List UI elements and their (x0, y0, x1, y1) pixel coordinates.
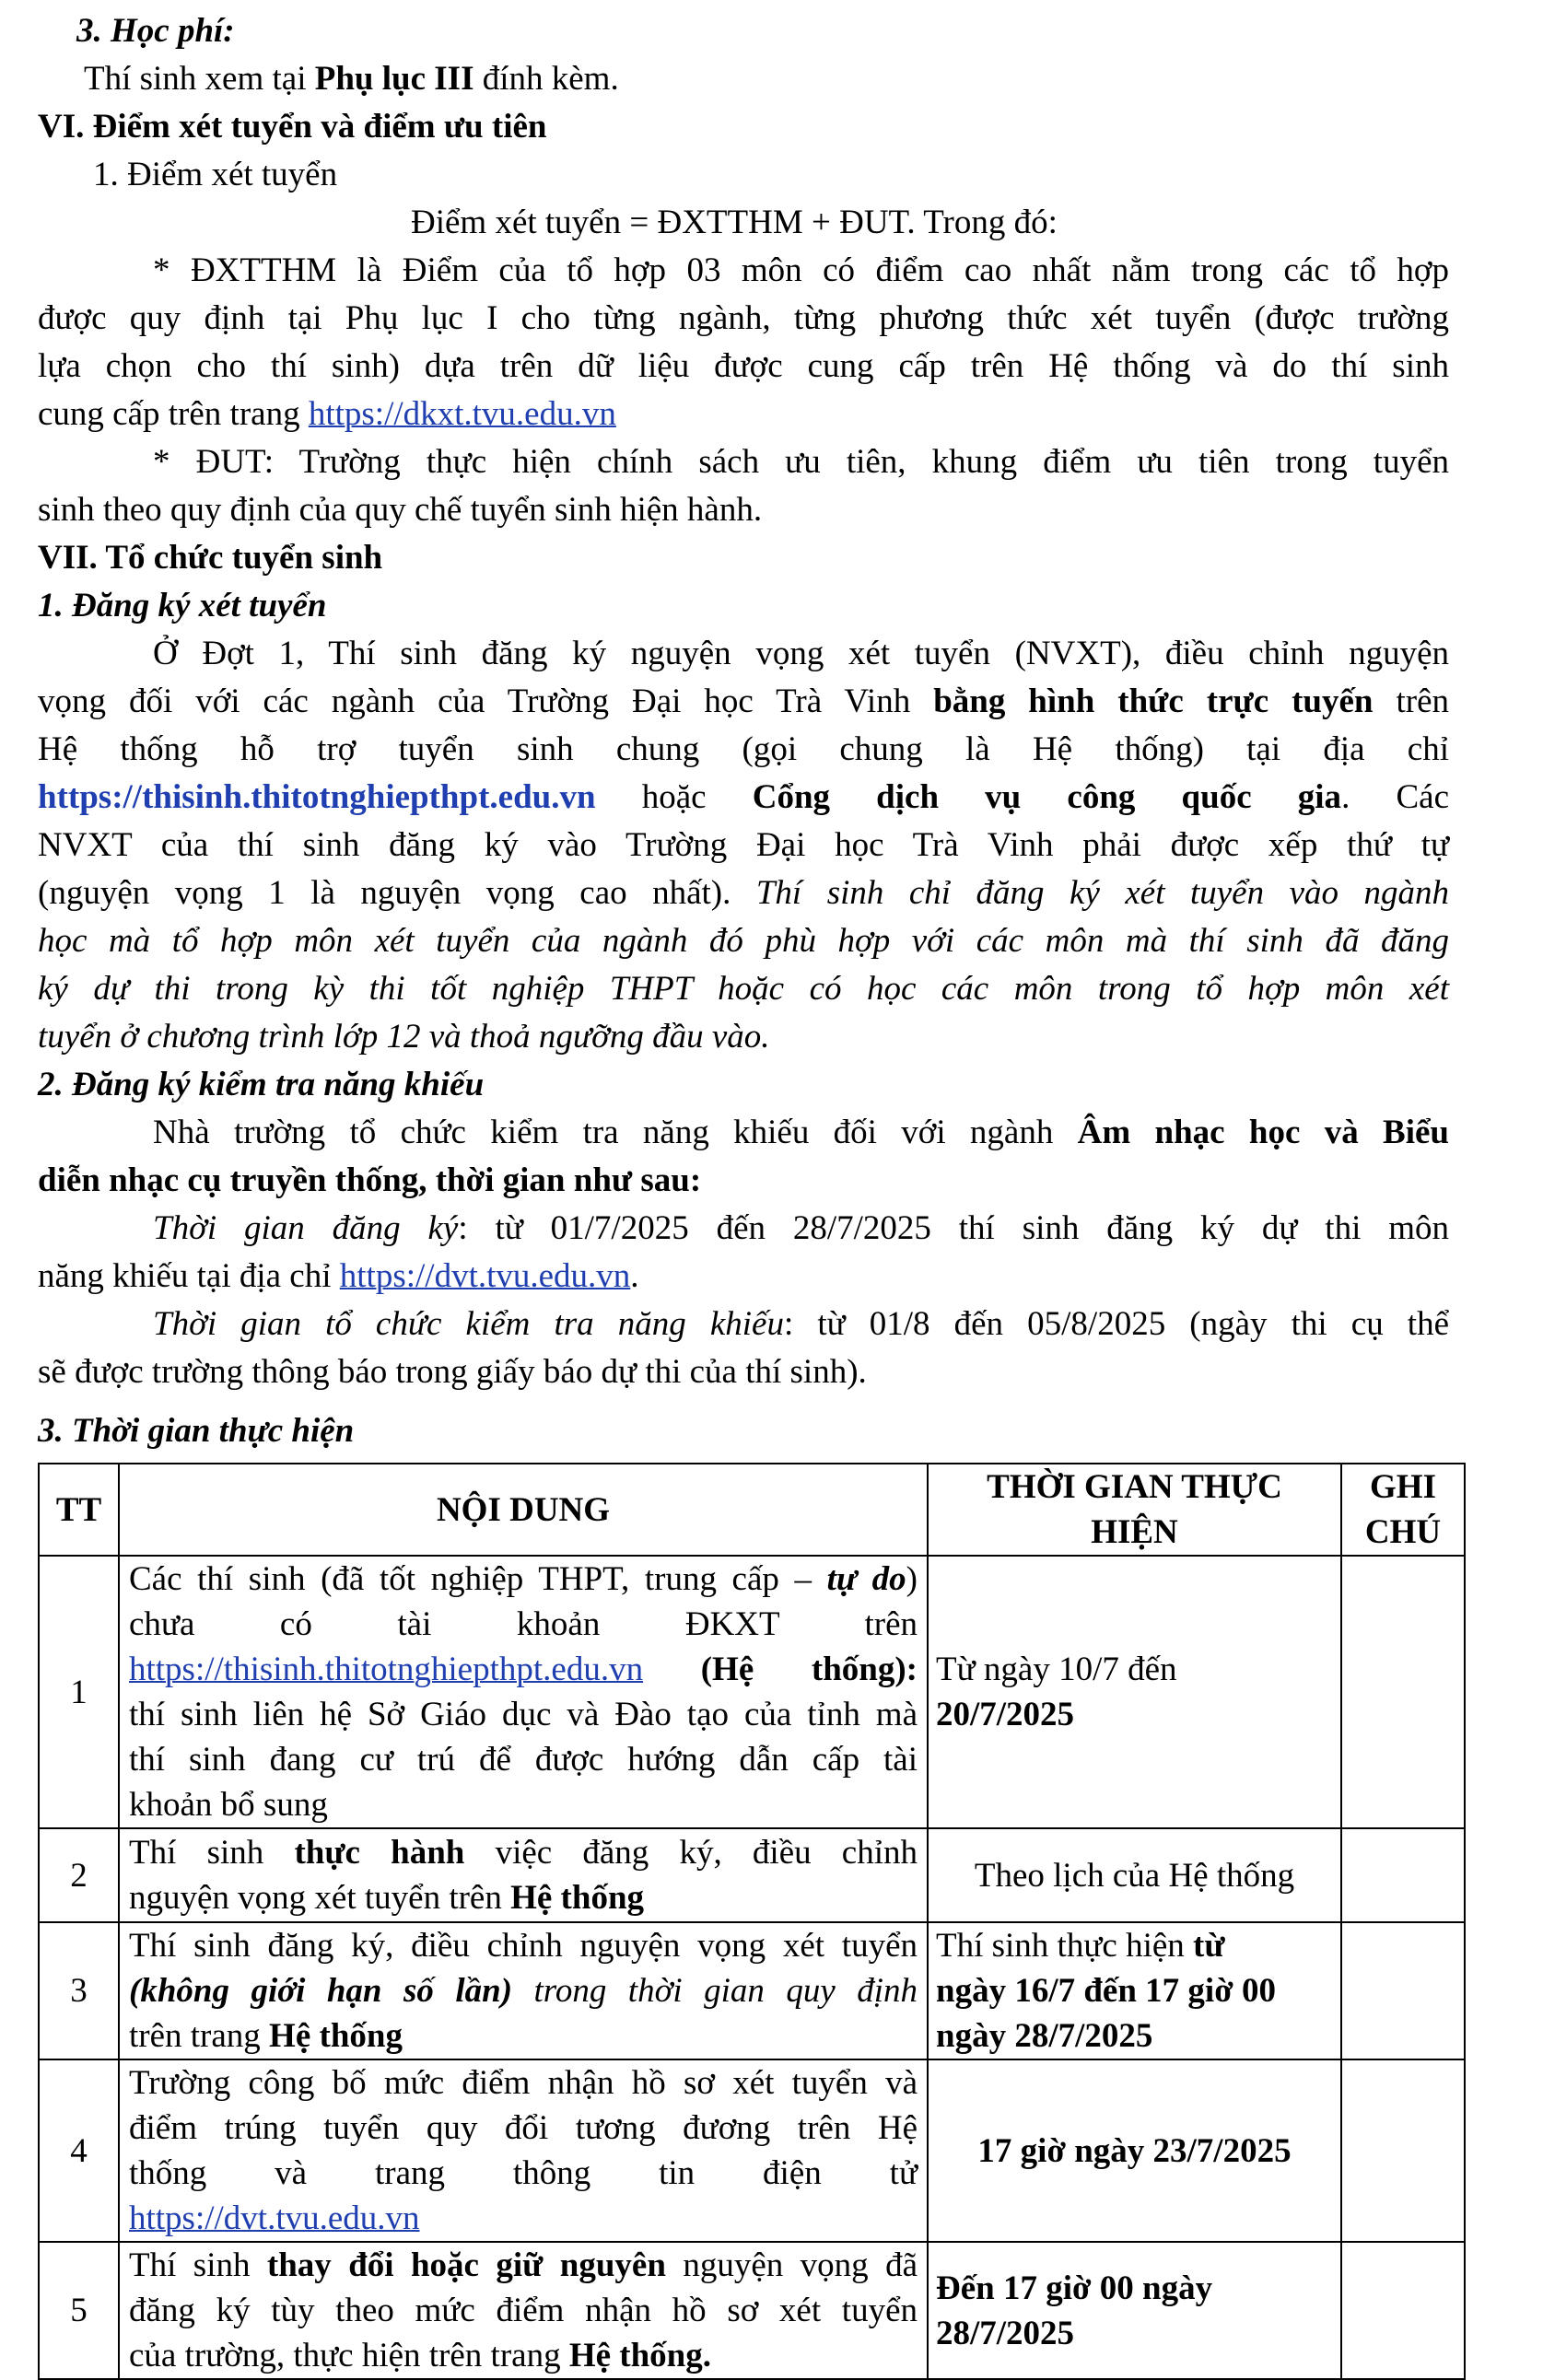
appendix-ref: Phụ lục III (314, 60, 474, 98)
row-1-content (119, 1556, 928, 1828)
row-5-note (1341, 2242, 1465, 2379)
tuition-text (84, 55, 1495, 103)
p2-line-1-pre: Nhà trường tổ chức kiểm tra năng khiếu đối với ngành (153, 1114, 1078, 1151)
row-5-line-c-bold: Hệ thống. (568, 2337, 712, 2374)
p3-line-1 (153, 1205, 1449, 1253)
row-1-line-e: khoản bổ sung (129, 1786, 328, 1824)
row-5-line-c-pre: của trường, thực hiện trên trang (129, 2337, 569, 2374)
header-time: THỜI GIAN THỰC HIỆN (928, 1464, 1341, 1556)
row-3-line-c (129, 2013, 918, 2059)
row-2-line-b-pre: nguyện vọng xét tuyển trên (129, 1879, 511, 1917)
row-2-line-a (129, 1830, 918, 1875)
row-3-time (928, 1922, 1341, 2059)
p1-line-6 (38, 869, 1449, 917)
row-2-content (119, 1828, 928, 1922)
dut-line-1: * ĐUT: Trường thực hiện chính sách ưu tiên, khung điểm ưu tiên trong tuyển (153, 443, 1449, 481)
p1-line-5: NVXT của thí sinh đăng ký vào Trường Đại học Trà Vinh phải được xếp thứ tự (38, 826, 1449, 864)
row-5-line-a-pre: Thí sinh (129, 2246, 267, 2284)
row-3-line-b-italic: trong thời gian quy định (512, 1972, 918, 2010)
row-2-line-a-post: việc đăng ký, điều chỉnh (464, 1834, 918, 1872)
row-5-line-a (129, 2243, 918, 2288)
row-1-thisinh-link[interactable]: https://thisinh.thitotnghiepthpt.edu.vn (129, 1651, 644, 1688)
section-6-1-title: 1. Điểm xét tuyển (93, 156, 338, 193)
row-4-dvt-link[interactable]: https://dvt.tvu.edu.vn (129, 2199, 420, 2237)
row-5-content (119, 2242, 928, 2379)
p3-line-1-post: : từ 01/7/2025 đến 28/7/2025 thí sinh đăng ký dự thi môn (458, 1209, 1449, 1247)
row-1-tt: 1 (39, 1556, 119, 1828)
row-3-time-c: ngày 28/7/2025 (936, 2017, 1153, 2055)
schedule-table (38, 1463, 1466, 2380)
row-5-time (928, 2242, 1341, 2379)
row-2-line-a-bold: thực hành (294, 1834, 465, 1872)
dxtthm-line-1: * ĐXTTHM là Điểm của tổ hợp 03 môn có điểm cao nhất nằm trong các tổ hợp (153, 251, 1449, 289)
p1-line-8: ký dự thi trong kỳ thi tốt nghiệp THPT hoặc có học các môn trong tổ hợp môn xét (38, 970, 1449, 1008)
p1-line-6-pre: (nguyện vọng 1 là nguyện vọng cao nhất). (38, 874, 756, 912)
row-2-note (1341, 1828, 1465, 1922)
p1-line-2-bold: bằng hình thức trực tuyến (933, 682, 1374, 720)
section-7-title: VII. Tổ chức tuyển sinh (38, 539, 383, 577)
row-4-note (1341, 2059, 1465, 2242)
row-3-line-c-pre: trên trang (129, 2017, 270, 2055)
p4-line-1-italic: Thời gian tổ chức kiểm tra năng khiếu (153, 1305, 784, 1343)
dkxt-link[interactable]: https://dkxt.tvu.edu.vn (308, 395, 616, 433)
row-3-tt: 3 (39, 1922, 119, 2059)
row-3-line-a: Thí sinh đăng ký, điều chỉnh nguyện vọng xét tuyển (129, 1927, 918, 1965)
row-4-time: 17 giờ ngày 23/7/2025 (928, 2059, 1341, 2242)
p1-line-2 (38, 678, 1449, 726)
row-5-tt: 5 (39, 2242, 119, 2379)
row-4-line-c: thống và trang thông tin điện tử (129, 2154, 918, 2192)
header-tt: TT (39, 1464, 119, 1556)
thisinh-link[interactable]: https://thisinh.thitotnghiepthpt.edu.vn (38, 778, 596, 816)
row-2-line-b-bold: Hệ thống (510, 1879, 645, 1917)
dxtthm-line-4-pre: cung cấp trên trang (38, 395, 309, 433)
row-3-content (119, 1922, 928, 2059)
tuition-text-pre: Thí sinh xem tại (84, 60, 315, 98)
p1-line-2-pre: vọng đối với các ngành của Trường Đại học Trà Vinh (38, 682, 934, 720)
p4-line-1 (153, 1301, 1449, 1348)
row-1-time-b: 20/7/2025 (936, 1696, 1075, 1733)
row-5-time-a: Đến 17 giờ 00 ngày (936, 2269, 1213, 2307)
row-3-time-a (936, 1923, 1333, 1968)
section-6-title: VI. Điểm xét tuyển và điểm ưu tiên (38, 108, 547, 146)
p1-line-6-italic: Thí sinh chỉ đăng ký xét tuyển vào ngành (755, 874, 1449, 912)
p4-line-1-post: : từ 01/8 đến 05/8/2025 (ngày thi cụ thể (783, 1305, 1449, 1343)
row-3-line-c-bold: Hệ thống (269, 2017, 403, 2055)
row-1-line-a-emph: tự do (826, 1560, 906, 1598)
row-2-line-b (129, 1875, 918, 1920)
row-3-time-b: ngày 16/7 đến 17 giờ 00 (936, 1972, 1276, 2010)
row-1-line-link (129, 1647, 918, 1692)
row-1-time (928, 1556, 1341, 1828)
row-4-tt: 4 (39, 2059, 119, 2242)
row-4-line-b: điểm trúng tuyển quy đổi tương đương trên Hệ (129, 2109, 918, 2147)
row-5-time-b: 28/7/2025 (936, 2314, 1075, 2352)
row-4-content (119, 2059, 928, 2242)
section-7-3-title: 3. Thời gian thực hiện (38, 1412, 355, 1450)
row-3-line-b-emph: (không giới hạn số lần) (129, 1972, 513, 2010)
row-2-line-a-pre: Thí sinh (129, 1834, 295, 1872)
row-5-line-c (129, 2333, 918, 2378)
table-row (39, 2242, 1465, 2379)
p2-line-2: diễn nhạc cụ truyền thống, thời gian như sau: (38, 1161, 702, 1199)
p3-line-2-pre: năng khiếu tại địa chỉ (38, 1257, 340, 1295)
dut-line-2: sinh theo quy định của quy chế tuyển sinh hiện hành. (38, 491, 763, 529)
dxtthm-line-4 (38, 391, 1449, 438)
tuition-text-post: đính kèm. (473, 60, 619, 98)
row-1-line-c: thí sinh liên hệ Sở Giáo dục và Đào tạo của tỉnh mà (129, 1696, 918, 1733)
row-1-system: (Hệ thống): (643, 1651, 918, 1688)
row-3-line-b (129, 1968, 918, 2013)
dvt-link[interactable]: https://dvt.tvu.edu.vn (339, 1257, 631, 1295)
row-2-time: Theo lịch của Hệ thống (928, 1828, 1341, 1922)
row-3-time-a-pre: Thí sinh thực hiện (936, 1927, 1194, 1965)
p4-line-2: sẽ được trường thông báo trong giấy báo dự thi của thí sinh). (38, 1353, 867, 1391)
row-2-tt: 2 (39, 1828, 119, 1922)
row-1-note (1341, 1556, 1465, 1828)
p1-line-1: Ở Đợt 1, Thí sinh đăng ký nguyện vọng xét tuyển (NVXT), điều chỉnh nguyện (153, 635, 1449, 672)
row-1-line-a-post: ) (906, 1560, 918, 1598)
p1-line-3: Hệ thống hỗ trợ tuyển sinh chung (gọi chung là Hệ thống) tại địa chỉ (38, 730, 1449, 768)
row-5-line-a-post: nguyện vọng đã (665, 2246, 918, 2284)
row-1-line-d: thí sinh đang cư trú để được hướng dẫn cấp tài (129, 1741, 918, 1779)
section-7-2-title: 2. Đăng ký kiểm tra năng khiếu (38, 1066, 485, 1103)
formula: Điểm xét tuyển = ĐXTTHM + ĐUT. Trong đó: (411, 204, 1058, 241)
row-1-line-a-pre: Các thí sinh (đã tốt nghiệp THPT, trung cấp – (129, 1560, 827, 1598)
p3-line-1-italic: Thời gian đăng ký (153, 1209, 459, 1247)
p2-line-1-bold: Âm nhạc học và Biểu (1077, 1114, 1449, 1151)
p1-line-4-post: . Các (1341, 778, 1449, 816)
table-row (39, 2059, 1465, 2242)
table-row (39, 1922, 1465, 2059)
row-3-time-a-bold: từ (1193, 1927, 1225, 1965)
row-3-note (1341, 1922, 1465, 2059)
p1-line-9: tuyển ở chương trình lớp 12 và thoả ngưỡng đầu vào. (38, 1018, 770, 1056)
section-3-title: 3. Học phí: (76, 12, 235, 50)
header-content: NỘI DUNG (119, 1464, 928, 1556)
row-4-line-a: Trường công bố mức điểm nhận hồ sơ xét tuyển và (129, 2064, 918, 2102)
dxtthm-line-2: được quy định tại Phụ lục I cho từng ngành, từng phương thức xét tuyển (được trường (38, 299, 1449, 337)
p1-line-4-mid: hoặc (595, 778, 753, 816)
p2-line-1 (153, 1109, 1449, 1157)
table-row (39, 1828, 1465, 1922)
row-1-line-b: chưa có tài khoản ĐKXT trên (129, 1605, 918, 1643)
row-1-line-a (129, 1557, 918, 1602)
dxtthm-line-3: lựa chọn cho thí sinh) dựa trên dữ liệu được cung cấp trên Hệ thống và do thí sinh (38, 347, 1449, 385)
national-portal: Cổng dịch vụ công quốc gia (752, 778, 1342, 816)
header-note: GHI CHÚ (1341, 1464, 1465, 1556)
p1-line-7: học mà tổ hợp môn xét tuyển của ngành đó phù hợp với các môn mà thí sinh đã đăng (38, 922, 1449, 960)
p3-line-2-post: . (630, 1257, 639, 1295)
row-1-time-a: Từ ngày 10/7 đến (936, 1651, 1177, 1688)
p1-line-2-post: trên (1373, 682, 1450, 720)
p3-line-2 (38, 1253, 1449, 1301)
section-7-1-title: 1. Đăng ký xét tuyển (38, 587, 327, 624)
row-5-line-a-bold: thay đổi hoặc giữ nguyên (266, 2246, 666, 2284)
row-5-line-b: đăng ký tùy theo mức điểm nhận hồ sơ xét tuyển (129, 2292, 918, 2329)
table-row (39, 1556, 1465, 1828)
row-4-line-link (129, 2196, 918, 2241)
table-header-row (39, 1464, 1465, 1556)
p1-line-4 (38, 774, 1449, 822)
